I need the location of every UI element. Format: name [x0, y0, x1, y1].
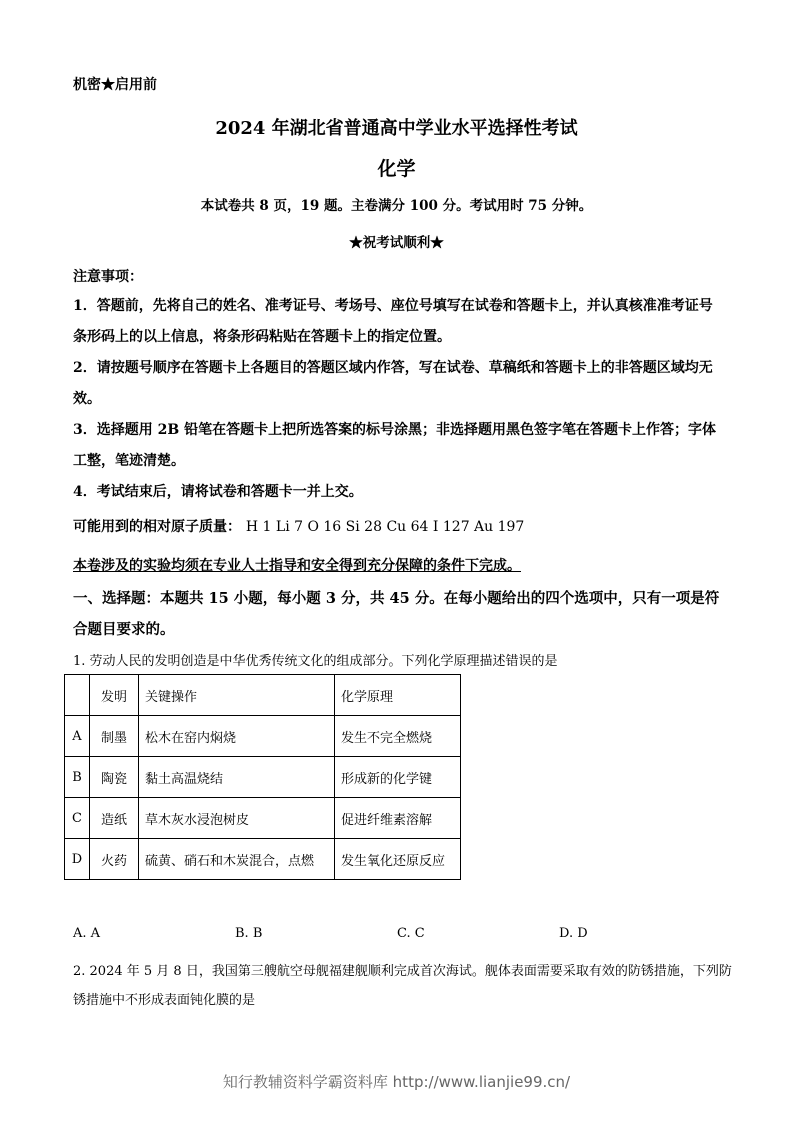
table-cell: 促进纤维素溶解 [335, 798, 461, 839]
option-b[interactable]: B. B [235, 926, 263, 941]
table-row [65, 716, 461, 757]
table-cell: 发生不完全燃烧 [335, 716, 461, 757]
note-item: 4．考试结束后，请将试卷和答题卡一并上交。 [73, 484, 363, 500]
table-cell: 形成新的化学键 [335, 757, 461, 798]
table-row [65, 839, 461, 880]
table-header-cell: 发明 [90, 675, 139, 716]
table-cell: D [65, 839, 90, 880]
confidential-label: 机密★启用前 [73, 77, 157, 93]
atomic-mass-label: 可能用到的相对原子质量： [73, 519, 241, 535]
good-luck-line: ★祝考试顺利★ [349, 235, 444, 251]
table-row [65, 757, 461, 798]
table-header-cell: 化学原理 [335, 675, 461, 716]
exam-title: 2024 年湖北省普通高中学业水平选择性考试 [215, 118, 578, 139]
table-cell: 造纸 [90, 798, 139, 839]
table-cell: 陶瓷 [90, 757, 139, 798]
option-a[interactable]: A. A [73, 926, 101, 941]
option-c[interactable]: C. C [397, 926, 425, 941]
table-header-row [65, 675, 461, 716]
table-cell: 草木灰水浸泡树皮 [139, 798, 335, 839]
table-cell: 松木在窑内焖烧 [139, 716, 335, 757]
footer-watermark: 知行教辅资料学霸资料库 http://www.lianjie99.cn/ [222, 1073, 571, 1091]
table-row [65, 798, 461, 839]
note-item: 1．答题前，先将自己的姓名、准考证号、考场号、座位号填写在试卷和答题卡上，并认真核准准考证号条形码上的以上信息，将条形码粘贴在答题卡上的指定位置。 [73, 298, 713, 345]
option-d[interactable]: D. D [559, 926, 588, 941]
subject-title: 化学 [377, 158, 416, 180]
exam-info: 本试卷共 8 页，19 题。主卷满分 100 分。考试用时 75 分钟。 [200, 198, 593, 214]
section-heading: 一、选择题：本题共 15 小题，每小题 3 分，共 45 分。在每小题给出的四个选项中，只有一项是符合题目要求的。 [73, 590, 720, 638]
atomic-mass-line [73, 516, 524, 536]
table-cell: 发生氧化还原反应 [335, 839, 461, 880]
safety-notice: 本卷涉及的实验均须在专业人士指导和安全得到充分保障的条件下完成。 [73, 558, 521, 574]
table-cell: 硫黄、硝石和木炭混合，点燃 [139, 839, 335, 880]
table-header-cell: 关键操作 [139, 675, 335, 716]
table-header-cell [65, 675, 90, 716]
question-1-stem: 1. 劳动人民的发明创造是中华优秀传统文化的组成部分。下列化学原理描述错误的是 [73, 654, 558, 669]
atomic-mass-values: H 1 Li 7 O 16 Si 28 Cu 64 I 127 Au 197 [245, 519, 525, 535]
note-item: 2．请按题号顺序在答题卡上各题目的答题区域内作答，写在试卷、草稿纸和答题卡上的非答题区域均无效。 [73, 360, 713, 407]
question-1-table [64, 674, 461, 880]
note-item: 3．选择题用 2B 铅笔在答题卡上把所选答案的标号涂黑；非选择题用黑色签字笔在答题卡上作答；字体工整，笔迹清楚。 [73, 422, 717, 469]
table-cell: B [65, 757, 90, 798]
question-2-stem: 2. 2024 年 5 月 8 日，我国第三艘航空母舰福建舰顺利完成首次海试。舰体表面需要采取有效的防锈措施，下列防锈措施中不形成表面钝化膜的是 [73, 964, 732, 1008]
table-cell: C [65, 798, 90, 839]
table-cell: A [65, 716, 90, 757]
table-cell: 制墨 [90, 716, 139, 757]
notes-title: 注意事项： [73, 269, 143, 285]
table-cell: 黏土高温烧结 [139, 757, 335, 798]
table-cell: 火药 [90, 839, 139, 880]
